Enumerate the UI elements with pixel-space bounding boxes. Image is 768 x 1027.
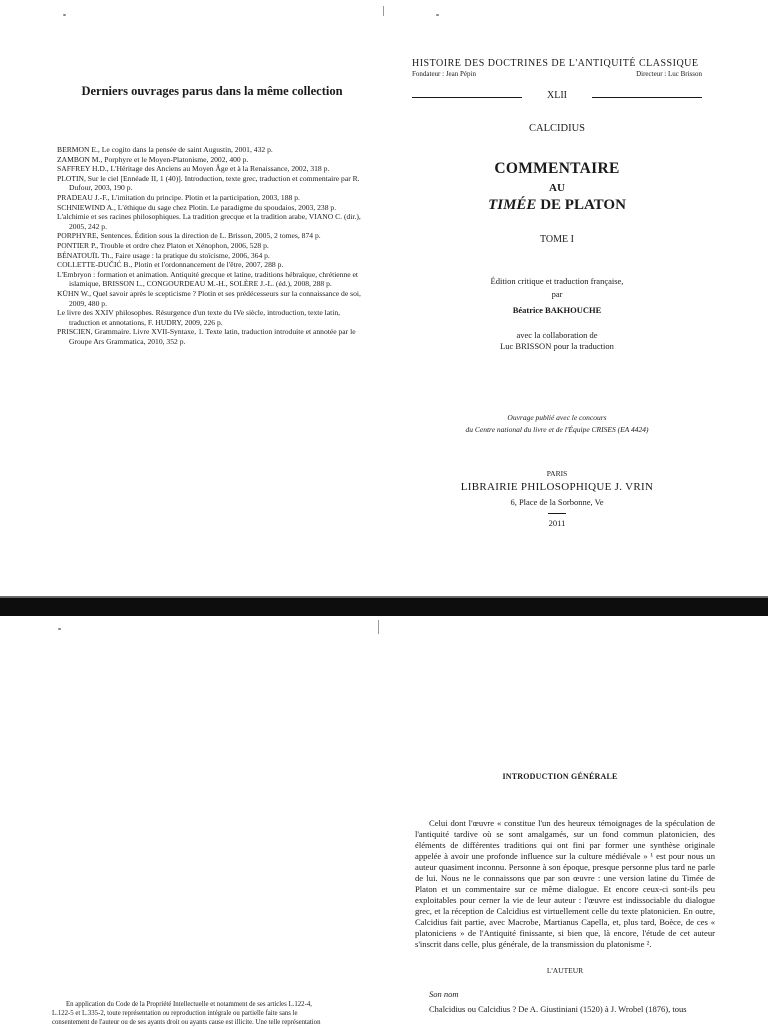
scan-gutter bbox=[0, 598, 768, 616]
list-item: COLLETTE-DUČIĆ B., Plotin et l'ordonnancement de l'être, 2007, 288 p. bbox=[57, 260, 284, 270]
intro-paragraph: Celui dont l'œuvre « constitue l'un des heureux témoignages de la spéculation de l'antiquité tardive où se sont amalgamés, sur un fond commun platonicien, des éléments de différentes traditions qui ont fini par former une synthèse originale appelée à avoir une profonde influence sur la culture médiévale » ¹ est pour nous un auteur quasiment inconnu. Personne à son époque, presque personne plus tard ne parle de lui. Nous ne le connaissons que par son œuvre : une version latine du Timée de Platon et un commentaire sur ce même dialogue. Et encore ceux-ci sont-ils peu exploitables pour cerner la vie de leur auteur : l'œuvre est indissociable du dialogue grec, et la réception de Calcidius est virtuellement celle du texte platonicien. En outre, Calcidius fait partie, avec Macrobe, Martianus Capella, et, plus tard, Boèce, de ces « platoniciens » de l'Antiquité finissante, si bien que, là encore, l'étude de cet auteur s'inscrit dans celle, plus générale, de la transmission du platonisme ². bbox=[415, 818, 715, 949]
volume-number: XLII bbox=[547, 90, 567, 101]
imprint-city: PARIS bbox=[546, 469, 568, 478]
funding-line-2: du Centre national du livre et de l'Équipe CRISES (EA 4424) bbox=[465, 425, 649, 434]
author-name: CALCIDIUS bbox=[528, 123, 585, 134]
collab-line-1: avec la collaboration de bbox=[516, 330, 598, 340]
scan-speck bbox=[58, 628, 61, 630]
list-item: ZAMBON M., Porphyre et le Moyen-Platonisme, 2002, 400 p. bbox=[57, 154, 249, 164]
copyright-notice bbox=[52, 1000, 370, 1027]
publication-year: 2011 bbox=[548, 518, 566, 528]
list-item: SAFFREY H.D., L'Héritage des Anciens au Moyen Âge et à la Renaissance, 2002, 318 p. bbox=[57, 164, 330, 174]
series-credits bbox=[412, 70, 702, 81]
list-item: BERMON E., Le cogito dans la pensée de saint Augustin, 2001, 432 p. bbox=[57, 145, 273, 154]
tome-label: TOME I bbox=[540, 234, 574, 245]
legal-line-2: L.122-5 et L.335-2, toute représentation ou reproduction intégrale ou partielle faite sans le bbox=[52, 1010, 298, 1017]
series-title: HISTOIRE DES DOCTRINES DE L'ANTIQUITÉ CLASSIQUE bbox=[412, 58, 699, 69]
list-item: SCHNIEWIND A., L'éthique du sage chez Plotin. Le paradigme du spoudaios, 2003, 238 p. bbox=[57, 202, 337, 212]
editor-name: Béatrice BAKHOUCHE bbox=[512, 305, 602, 315]
lower-spread bbox=[0, 616, 768, 1024]
scan-mark bbox=[378, 620, 379, 634]
founder-credit: Fondateur : Jean Pépin bbox=[412, 70, 476, 78]
edition-line: Édition critique et traduction française, bbox=[490, 276, 624, 286]
title-line-2: AU bbox=[549, 182, 565, 194]
title-rest: DE PLATON bbox=[536, 197, 626, 213]
section-title: INTRODUCTION GÉNÉRALE bbox=[502, 772, 618, 781]
publisher-name: LIBRAIRIE PHILOSOPHIQUE J. VRIN bbox=[460, 481, 654, 493]
title-line-1: COMMENTAIRE bbox=[494, 160, 620, 177]
list-item: Le livre des XXIV philosophes. Résurgence d'un texte du IVe siècle, introduction, texte latin, traduction et annotations, F. HUDRY, 2009, 226 p. bbox=[57, 308, 341, 327]
publisher-address: 6, Place de la Sorbonne, Ve bbox=[510, 497, 604, 507]
edition-block bbox=[412, 276, 702, 352]
title-italic-part: TIMÉE bbox=[488, 197, 537, 213]
subsubsection-title: Son nom bbox=[429, 989, 459, 999]
text-page bbox=[415, 616, 715, 1014]
list-item: L'Embryon : formation et animation. Antiquité grecque et latine, traditions hébraïque, chrétienne et islamique, BRISSON L., CONGOURDEAU M.-H., SOLÈRE J.-L. (éd.), 2008, 288 p. bbox=[57, 269, 359, 289]
list-item: PRISCIEN, Grammaire. Livre XVII-Syntaxe, 1. Texte latin, traduction introduite et annotée par le Groupe Ars Grammatica, 2010, 352 p. bbox=[57, 327, 356, 346]
list-item: PORPHYRE, Sentences. Édition sous la direction de L. Brisson, 2005, 2 tomes, 874 p. bbox=[57, 231, 321, 241]
title-line-3 bbox=[412, 197, 702, 214]
cut-line: Chalcidius ou Calcidius ? De A. Giustiniani (1520) à J. Wrobel (1876), tous bbox=[429, 1004, 687, 1014]
subsection-title: L'AUTEUR bbox=[546, 966, 584, 975]
director-credit: Directeur : Luc Brisson bbox=[636, 70, 702, 78]
scan-speck bbox=[63, 14, 66, 16]
list-item: BÉNATOUÏL Th., Faire usage : la pratique du stoïcisme, 2006, 364 p. bbox=[57, 250, 270, 260]
left-page bbox=[40, 80, 370, 346]
bibliography-list bbox=[57, 145, 369, 346]
list-item: PONTIER P., Trouble et ordre chez Platon et Xénophon, 2006, 528 p. bbox=[57, 240, 269, 250]
book-title bbox=[412, 160, 702, 214]
divider bbox=[592, 97, 702, 98]
list-item: PRADEAU J.-F., L'imitation du principe. Plotin et la participation, 2003, 188 p. bbox=[57, 192, 300, 202]
collab-line-2: Luc BRISSON pour la traduction bbox=[500, 341, 614, 351]
list-item: L'alchimie et ses racines philosophiques. La tradition grecque et la tradition arabe, VIANO C. (dir.), 2005, 242 p. bbox=[57, 212, 361, 231]
volume-line bbox=[412, 90, 702, 104]
collection-heading: Derniers ouvrages parus dans la même collection bbox=[81, 84, 343, 98]
imprint bbox=[412, 469, 702, 528]
divider bbox=[548, 513, 566, 514]
par-line: par bbox=[551, 289, 563, 299]
scan-mark bbox=[383, 6, 384, 16]
legal-line-3: consentement de l'auteur ou de ses ayants droit ou ayants cause est illicite. Une telle représentation bbox=[52, 1019, 321, 1026]
funding-line-1: Ouvrage publié avec le concours bbox=[507, 413, 607, 422]
list-item: KÜHN W., Quel savoir après le scepticisme ? Plotin et ses prédécesseurs sur la connaissance de soi, 2009, 480 p. bbox=[57, 288, 361, 308]
list-item: PLOTIN, Sur le ciel [Ennéade II, 1 (40)]. Introduction, texte grec, traduction et commentaire par R. Dufour, 2003, 190 p. bbox=[57, 173, 360, 193]
scan-speck bbox=[436, 14, 439, 16]
title-page bbox=[412, 58, 702, 528]
funding-note bbox=[412, 412, 702, 436]
legal-line-1: En application du Code de la Propriété Intellectuelle et notamment de ses articles L.122-4, bbox=[66, 1001, 312, 1008]
